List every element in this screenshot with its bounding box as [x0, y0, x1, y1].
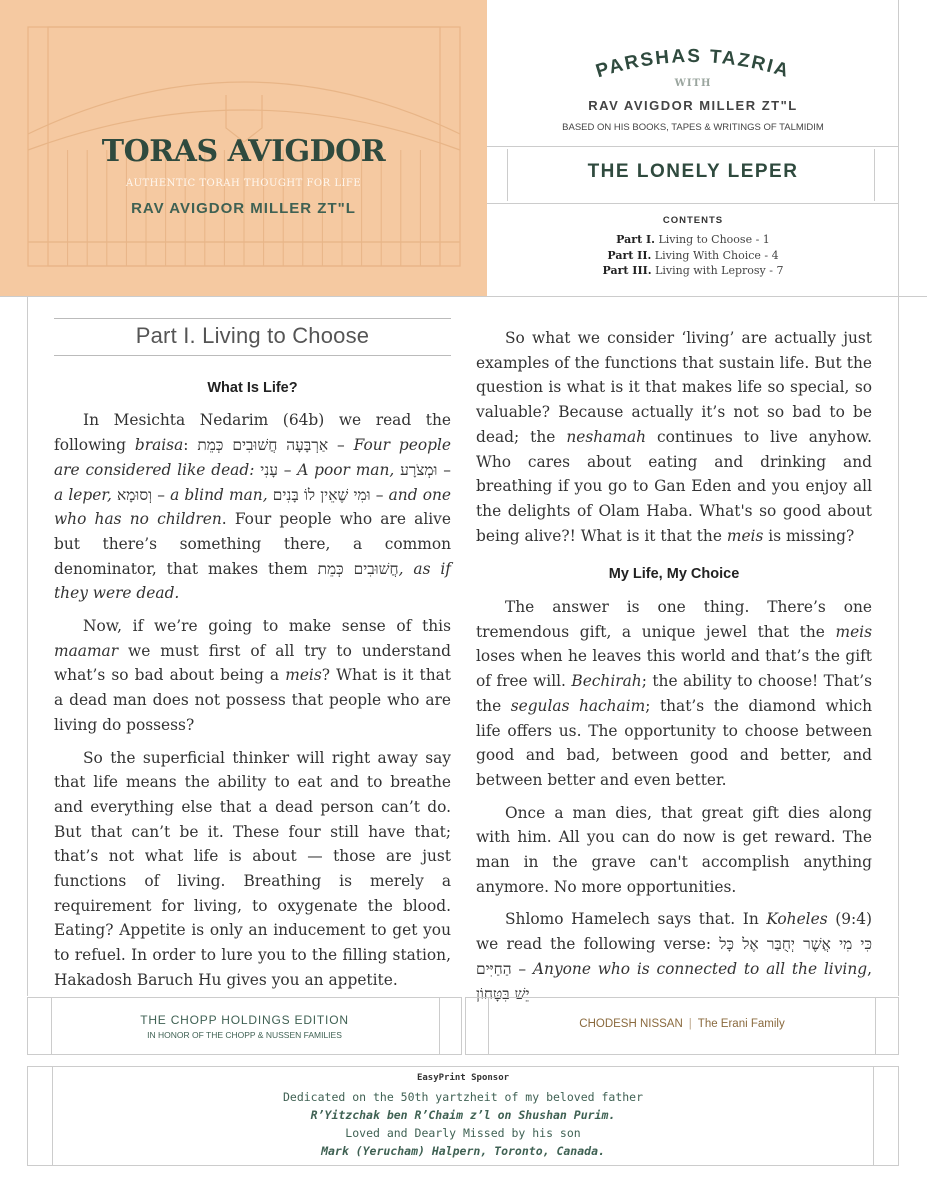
easyprint-line: R’Yitzchak ben R’Chaim z’l on Shushan Purim. [310, 1108, 616, 1122]
easyprint-sponsor-box [27, 1066, 899, 1166]
contents-item[interactable]: Part III. Living with Leprosy - 7 [602, 264, 784, 277]
sponsor-edition-subtitle: IN HONOR OF THE CHOPP & NUSSEN FAMILIES [147, 1030, 342, 1040]
paragraph: Shlomo Hamelech says that. In Koheles (9:4) we read the following verse: כִּי מִי אֲשֶׁר יְחֻבַּר אֶל כָּל הַחַיִּים – Anyone who is connected to all the living, יֵשׁ בִּטָּחוֹן [476, 910, 872, 1003]
paragraph: Once a man dies, that great gift dies along with him. All you can do now is get reward. The man in the grave can't accomplish anything anymore. No more opportunities. [476, 803, 872, 896]
logo-title: TORAS AVIGDOR [101, 134, 386, 169]
easyprint-line: Mark (Yerucham) Halpern, Toronto, Canada. [321, 1144, 605, 1158]
sponsor-month-line: CHODESH NISSAN | The Erani Family [579, 1018, 785, 1030]
section-heading: My Life, My Choice [608, 566, 740, 583]
section-heading: What Is Life? [207, 379, 298, 396]
paragraph: So the superficial thinker will right away say that life means the ability to eat and to breathe and everything else that a dead person can’t do. But that can’t be it. These four still have that; that’s not what life is about — those are just functions of living. Breathing is merely a requirement for living, to oxygenate the blood. Eating? Appetite is only an inducement to get you to refuel. In order to lure you to the filling station, Hakadosh Baruch Hu gives you an appetite. [54, 748, 451, 989]
sponsor-right [465, 997, 899, 1055]
logo-tagline: AUTHENTIC TORAH THOUGHT FOR LIFE [125, 178, 362, 189]
logo-block [0, 0, 487, 296]
parsha-title-text: PARSHAS TAZRIA [593, 45, 793, 83]
with-label: WITH [674, 78, 712, 89]
contents-item[interactable]: Part I. Living to Choose - 1 [616, 233, 770, 246]
paragraph: So what we consider ‘living’ are actually just examples of the functions that sustain life. But the question is what is it that makes life so special, so valuable? Because actually it’s not so bad to be dead; the neshamah continues to live anyhow. Who cares about eating and drinking and breathing if you go to Gan Eden and you enjoy all the delights of Olam Haba. What's so good about being alive?! What is it that the meis is missing? [476, 329, 872, 545]
paragraph: In Mesichta Nedarim (64b) we read the following braisa: אַרְבָּעָה חֲשׁוּבִים כְּמֵת – Four people are considered like dead: עָנִי – A poor man, וּמְצֹרָע – a leper, וְסוּמָא – a blind man, וּמִי שֶׁאֵין לוֹ בָּנִים – and one who has no children. Four people who are alive but there’s something there, a common denominator, that makes them חֲשׁוּבִים כְּמֵת, as if they were dead. [54, 411, 452, 603]
right-column [476, 326, 872, 1014]
logo-author: RAV AVIGDOR MILLER ZT"L [131, 200, 356, 217]
header-info [487, 0, 899, 296]
easyprint-label: EasyPrint Sponsor [416, 1073, 510, 1083]
paragraph: Now, if we’re going to make sense of this maamar we must first of all try to understand what’s so bad about being a meis? What is it that a dead man does not possess that people who are living do possess? [54, 617, 451, 734]
contents-item[interactable]: Part II. Living With Choice - 4 [607, 248, 779, 262]
sponsor-left [27, 997, 462, 1055]
based-on-line: BASED ON HIS BOOKS, TAPES & WRITINGS OF TALMIDIM [562, 122, 824, 133]
rav-name: RAV AVIGDOR MILLER ZT"L [588, 98, 798, 113]
article-title: THE LONELY LEPER [587, 161, 799, 182]
svg-text:PARSHAS TAZRIA [593, 46, 792, 82]
contents-list [487, 232, 899, 279]
part-title: Part I. Living to Choose [54, 318, 451, 356]
easyprint-line: Loved and Dearly Missed by his son [345, 1126, 581, 1140]
left-column [54, 318, 451, 1001]
easyprint-line: Dedicated on the 50th yartzheit of my beloved father [282, 1090, 644, 1104]
sponsor-edition-title: THE CHOPP HOLDINGS EDITION [140, 1013, 349, 1027]
paragraph: The answer is one thing. There’s one tremendous gift, a unique jewel that the meis loses when he leaves this world and that’s the gift of free will. Bechirah; the ability to choose! That’s the segulas hachaim; that’s the diamond which life offers us. The opportunity to choose between good and bad, between good and better, and between better and even better. [476, 598, 873, 789]
contents-label: CONTENTS [662, 215, 724, 226]
